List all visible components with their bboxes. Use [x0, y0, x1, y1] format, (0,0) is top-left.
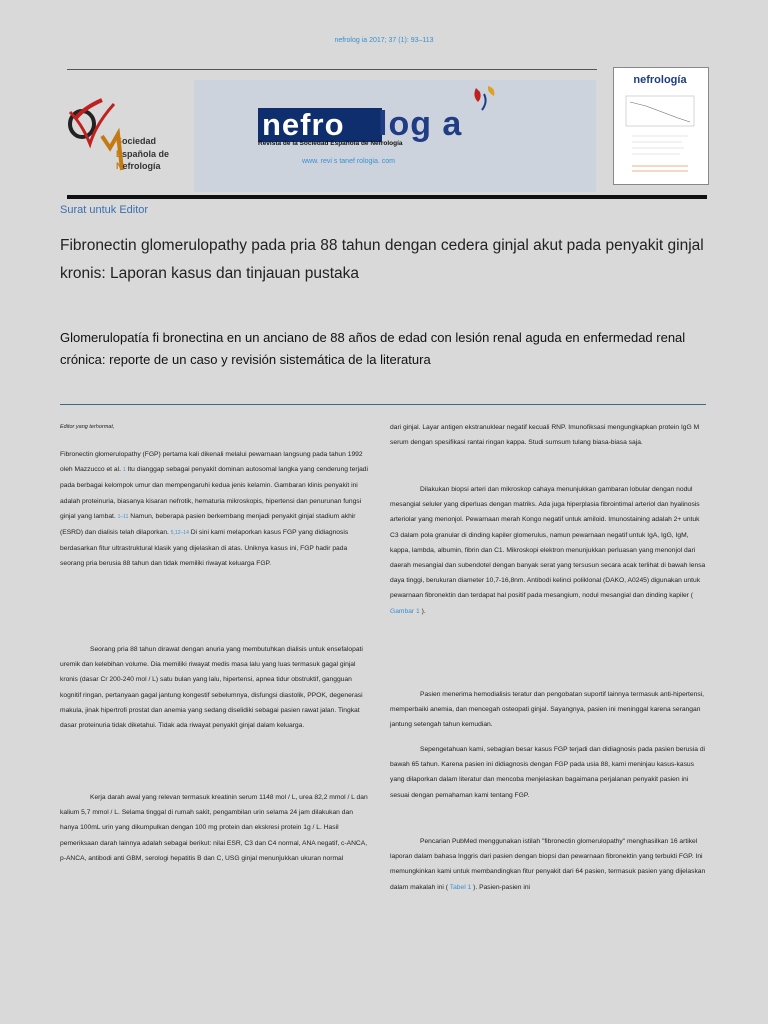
cover-title: nefrología: [633, 74, 687, 86]
right-paragraph-2: Dilakukan biopsi arteri dan mikroskop cahaya menunjukkan gambaran lobular dengan nodul mesangial seluler yang diperluas dengan matriks. Ada juga hiperplasia fibrointimal arteriol dan hyalinosis arteriolar yang menonjol. Pewarnaan merah Kongo negatif untuk amiloid. Imunostaining adalah 2+ untuk C3 dalam pola granular di dinding kapiler glomerulus, namun pewarnaan negatif untuk IgA, IgG, IgM, kappa, lambda, albumin, fibrin dan C1. Mikroskopi elektron menunjukkan perluasan yang menonjol dari daerah mesangial dan subendotel dengan banyak serat yang tersusun secara acak terlihat di bawah lensa daya tinggi, berukuran diameter 10,7-16,8nm. Antibodi kelinci poliklonal (DAKO, A0245) digunakan untuk pewarnaan fibronektin dan terdapat hal positif pada mesangium, nodul mesangial dan dinding kapiler ( Gambar 1 ).: [390, 486, 706, 615]
journal-logo-part1: nefro: [258, 108, 382, 142]
left-paragraph-1: Fibronectin glomerulopathy (FGP) pertama kali dikenali melalui pewarnaan langsung pada tahun 1992 oleh Mazzucco et al. 1 Itu dianggap sebagai penyakit dominan autosomal langka yang cenderung terjadi pada berbagai kelompok umur dan mempengaruhi kedua jenis kelamin. Gambaran klinis penyakit ini adalah proteinuria, biasanya kisaran nefrotik, hematuria mikroskopis, hipertensi dan penurunan fungsi ginjal yang lambat. 1–11 Namun, beberapa pasien berkembang menjadi penyakit ginjal stadium akhir (ESRD) dan dialisis telah dilaporkan. 5,12–14 Di sini kami melaporkan kasus FGP yang didiagnosis berdasarkan fitur ultrastruktural klasik yang dijelaskan di atas. Uniknya kasus ini, FGP hadir pada seorang pria berusia 88 tahun dan tidak memiliki riwayat keluarga FGP.: [60, 451, 369, 568]
cover-figure-icon: [622, 92, 698, 178]
right-paragraph-5: Pencarian PubMed menggunakan istilah "fibronectin glomerulopathy" menghasilkan 16 artikel laporan dalam bahasa Inggris dari pasien dengan biopsi dan pewarnaan fibronektin yang terbukti FGP. Ini memungkinkan kami untuk membandingkan fitur penyakit dari 64 pasien, termasuk pasien yang dijelaskan dalam makalah ini ( Tabel 1 ). Pasien-pasien ini: [390, 838, 706, 891]
right-paragraph-1: dari ginjal. Layar antigen ekstranuklear negatif kecuali RNP. Imunofiksasi mengungkapkan protein IgG M serum dengan spesifikasi rantai ringan kappa. Studi sumsum tulang biasa-biasa saja.: [390, 424, 700, 447]
left-paragraph-3: Kerja darah awal yang relevan termasuk kreatinin serum 1148 mol / L, urea 82,2 mmol / L dan kalium 5,7 mmol / L. Selama tinggal di rumah sakit, pengambilan urin selama 24 jam dilakukan dan hanya 100mL urin yang dikumpulkan dengan 100 mg protein dan ekskresi protein 1g / L. Hasil pemeriksaan darah lainnya adalah sebagai berikut: nilai ESR, C3 dan C4 normal, ANA negatif, c-ANCA, p-ANCA, antibodi anti GBM, serologi hepatitis B dan C, USG ginjal menunjukkan ukuran normal: [60, 794, 368, 862]
article-title-spanish: Glomerulopatía fi bronectina en un anciano de 88 años de edad con lesión renal aguda en enfermedad renal crónica: reporte de un caso y revisión sistemática de la literatura: [60, 330, 686, 367]
left-column: [60, 420, 368, 435]
table-1-link[interactable]: Tabel 1: [449, 883, 472, 891]
figure-1-link[interactable]: Gambar 1: [390, 607, 420, 615]
journal-subtitle: Revista de la Sociedad Española de Nefrología: [258, 140, 403, 147]
salutation: Editor yang terhormat,: [60, 424, 115, 430]
citation-superscript[interactable]: 1–11: [117, 513, 129, 520]
article-title-indonesian: Fibronectin glomerulopathy pada pria 88 tahun dengan cedera ginjal akut pada penyakit ginjal kronis: Laporan kasus dan tinjauan pustaka: [60, 237, 704, 282]
society-name: Sociedad Española de Nefrología: [116, 136, 170, 171]
title-rule: [60, 404, 706, 405]
header-thick-rule: [67, 195, 707, 199]
journal-url[interactable]: www. revi s tanef rologia. com: [302, 158, 395, 165]
journal-logo-part2: log a: [378, 105, 463, 143]
section-label: Surat untuk Editor: [60, 204, 149, 216]
right-paragraph-3: Pasien menerima hemodialisis teratur dan pengobatan suportif lainnya termasuk anti-hipertensi, memperbaiki anemia, dan mencegah osteopati ginjal. Sayangnya, pasien ini meninggal karena serangan jantung setengah tahun kemudian.: [390, 691, 705, 729]
header-rule: [67, 69, 597, 70]
journal-citation: nefrolog ia 2017; 37 (1): 93–113: [334, 37, 434, 44]
left-paragraph-2: Seorang pria 88 tahun dirawat dengan anuria yang membutuhkan dialisis untuk ensefalopati uremik dan kelebihan volume. Dia memiliki riwayat medis masa lalu yang luas termasuk gagal ginjal kronis (dasar Cr 200-240 mol / L) satu bulan yang lalu, hipertensi, apnea tidur obstruktif, gangguan kognitif ringan, pertanyaan gagal jantung kongestif sebelumnya, disfungsi diastolik, PPOK, degenerasi makula, jinak hipertrofi prostat dan anemia yang sedang diselidiki sebagai pasien rawat jalan. Tingkat dasar proteinuria tidak diketahui. Tidak ada riwayat penyakit ginjal dalam keluarga.: [60, 646, 363, 730]
citation-superscript[interactable]: 1: [122, 467, 126, 474]
kidney-icon: [470, 84, 500, 114]
right-paragraph-4: Sepengetahuan kami, sebagian besar kasus FGP terjadi dan didiagnosis pada pasien berusia di bawah 65 tahun. Karena pasien ini didiagnosis dengan FGP pada usia 88, kami meninjau kasus-kasus yang dilaporkan dalam literatur dan mencoba menjelaskan bagaimana perjalanan penyakit pasien ini sesuai dengan pemahaman kami tentang FGP.: [390, 746, 706, 799]
citation-superscript[interactable]: 5,12–14: [170, 530, 189, 537]
